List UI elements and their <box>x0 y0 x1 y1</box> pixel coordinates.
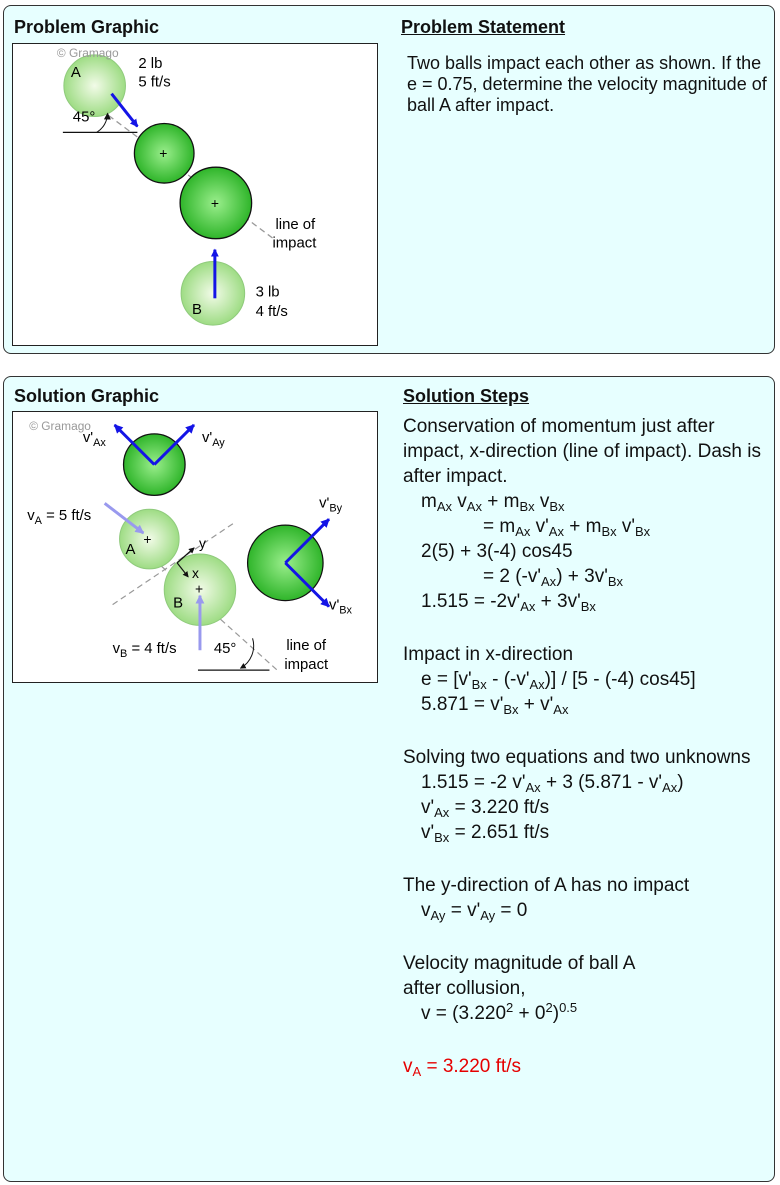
step3-eq2: $v'_{Ax} = 3.220$ ft/s <box>421 797 550 820</box>
final-answer: $v_A = 3.220$ ft/s <box>403 1056 521 1079</box>
step-momentum <box>403 414 771 614</box>
step1-eq5: $1.515 = -2v'_{Ax} + 3v'_{Bx}$ <box>421 591 596 614</box>
ball-a-speed: 5 ft/s <box>138 74 171 91</box>
step1-eq4: = 2 $(-v'_{Ax}) + 3v'_{Bx}$ <box>483 566 624 589</box>
ball-a-weight: 2 lb <box>138 55 163 72</box>
step2-eq1: $e = [v'_{Bx} - (-v'_{Ax})] / [5 - (-4)$ cos45] <box>421 669 696 692</box>
ball-b-weight: 3 lb <box>255 284 280 301</box>
x-axis-label: x <box>192 564 199 581</box>
ball-b-label: B <box>173 595 184 612</box>
solution-steps-title: Solution Steps <box>403 386 529 406</box>
step1-eq3: 2(5) + 3(-4) cos45 <box>421 541 573 562</box>
ball-a-velocity-arrow <box>112 94 138 127</box>
step3-eq1: 1.515 = -2 $v'_{Ax} + 3$ $(5.871 - v'_{Ax})$ <box>421 772 684 795</box>
v-by-label: $v'_{By}$ <box>319 495 343 515</box>
problem-graphic-title: Problem Graphic <box>14 17 160 37</box>
ball-a-center: + <box>159 145 168 162</box>
line-label-2: impact <box>272 235 317 252</box>
problem-statement-title: Problem Statement <box>401 17 566 37</box>
step-impact <box>403 642 771 717</box>
v-bx-label: $v'_{Bx}$ <box>329 597 353 617</box>
solution-panel <box>3 376 775 1182</box>
step4-intro: The y-direction of A has no impact <box>403 875 690 896</box>
step3-intro: Solving two equations and two unknowns <box>403 747 751 768</box>
solution-graphic <box>12 411 378 683</box>
line-label-1: line of <box>286 638 327 655</box>
step3-eq3: $v'_{Bx} = 2.651$ ft/s <box>421 822 550 845</box>
watermark: © Gramago <box>56 45 119 60</box>
line-label-2: impact <box>284 657 329 674</box>
step-solving <box>403 745 771 845</box>
problem-graphic <box>12 43 378 346</box>
ball-b-center: + <box>195 580 204 597</box>
v-b-label: $v_B = 4$ ft/s <box>112 641 177 661</box>
step4-eq1: $v_{Ay} = v'_{Ay} = 0$ <box>421 900 528 923</box>
ball-b-initial <box>181 262 245 326</box>
step-magnitude <box>403 951 771 1026</box>
step5-intro-1: Velocity magnitude of ball A <box>403 953 636 974</box>
ball-b-center: + <box>210 194 220 211</box>
ball-b-speed: 4 ft/s <box>255 304 288 321</box>
ball-b-label: B <box>192 302 202 319</box>
y-axis-label: y <box>198 534 206 551</box>
angle-label: 45° <box>72 109 96 126</box>
problem-diagram-svg <box>13 44 377 345</box>
step-y-direction <box>403 873 771 923</box>
step1-eq1: $m_{Ax}$ $v_{Ax} + m_{Bx}$ $v_{Bx}$ <box>421 491 565 514</box>
watermark: © Gramago <box>29 418 91 433</box>
step5-intro-2: after collusion, <box>403 978 526 999</box>
v-ax-label: $v'_{Ax}$ <box>82 429 106 449</box>
step2-intro: Impact in x-direction <box>403 644 574 665</box>
ball-a-label: A <box>125 541 136 558</box>
step2-eq2: $5.871 = v'_{Bx} + v'_{Ax}$ <box>421 694 569 717</box>
solution-steps <box>403 414 771 1079</box>
step5-eq1: $v = (3.220^2 + 0^2)^{0.5}$ <box>421 1000 578 1024</box>
step1-intro: Conservation of momentum just after impact, x-direction (line of impact). Dash is after impact. <box>403 416 761 487</box>
angle-label: 45° <box>213 641 237 658</box>
problem-panel <box>3 5 775 354</box>
v-a-label: $v_A = 5$ ft/s <box>27 508 92 528</box>
ball-a-center: + <box>143 531 152 548</box>
v-ay-label: $v'_{Ay}$ <box>201 429 225 449</box>
solution-diagram-svg <box>13 412 377 682</box>
ball-a-label: A <box>70 64 81 81</box>
line-label-1: line of <box>275 216 316 233</box>
solution-graphic-title: Solution Graphic <box>14 386 160 406</box>
step1-eq2: = $m_{Ax}$ $v'_{Ax} + m_{Bx}$ $v'_{Bx}$ <box>483 516 651 539</box>
problem-statement-text: Two balls impact each other as shown. If the e = 0.75, determine the velocity magnitude of ball A after impact. <box>407 53 767 115</box>
